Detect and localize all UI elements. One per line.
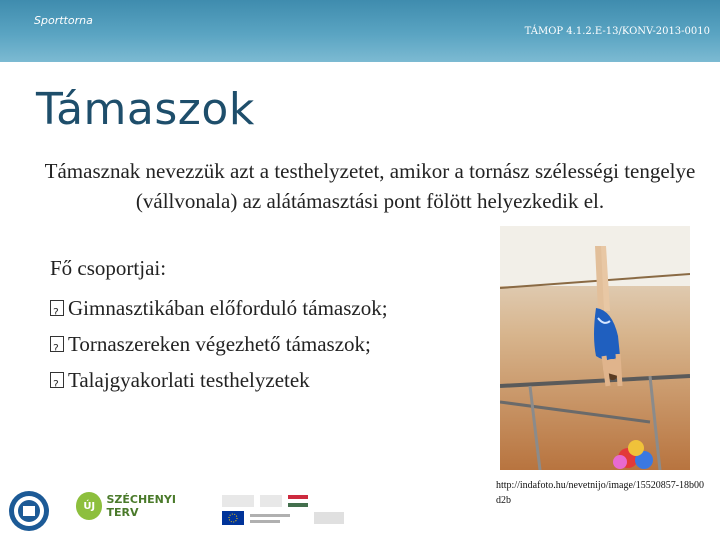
bullet-text: Tornaszereken végezhető támaszok; bbox=[68, 332, 371, 356]
szechenyi-mark-icon: ÚJ bbox=[76, 492, 102, 520]
slide-title: Támaszok bbox=[36, 84, 255, 135]
bullet-text: Gimnasztikában előforduló támaszok; bbox=[68, 296, 388, 320]
szechenyi-label: SZÉCHENYI TERV bbox=[106, 493, 176, 519]
bullet-item bbox=[50, 290, 388, 326]
header-left-label: Sporttorna bbox=[34, 14, 93, 27]
missing-glyph-icon bbox=[50, 336, 64, 352]
slide-intro: Támasznak nevezzük azt a testhelyzetet, amikor a tornász szélességi tengelye (vállvonala) az alátámasztási pont fölött helyezkedik el. bbox=[44, 159, 696, 213]
gymnast-photo bbox=[500, 226, 690, 470]
gymnast-on-uneven-bars-photo-icon bbox=[500, 226, 690, 470]
slide-subhead: Fő csoportjai: bbox=[50, 256, 167, 280]
bullet-text: Talajgyakorlati testhelyzetek bbox=[68, 368, 310, 392]
bullet-item bbox=[50, 326, 388, 362]
photo-credit-link[interactable]: http://indafoto.hu/nevetnijo/image/15520857-18b00d2b bbox=[496, 480, 705, 506]
bullet-item bbox=[50, 362, 388, 398]
szechenyi-terv-logo bbox=[76, 486, 206, 526]
bullet-list bbox=[50, 290, 388, 398]
missing-glyph-icon bbox=[50, 300, 64, 316]
header-right-label: TÁMOP 4.1.2.E-13/KONV-2013-0010 bbox=[524, 26, 710, 37]
missing-glyph-icon bbox=[50, 372, 64, 388]
eu-funding-logo-icon bbox=[220, 492, 348, 526]
university-seal-icon bbox=[8, 490, 50, 532]
